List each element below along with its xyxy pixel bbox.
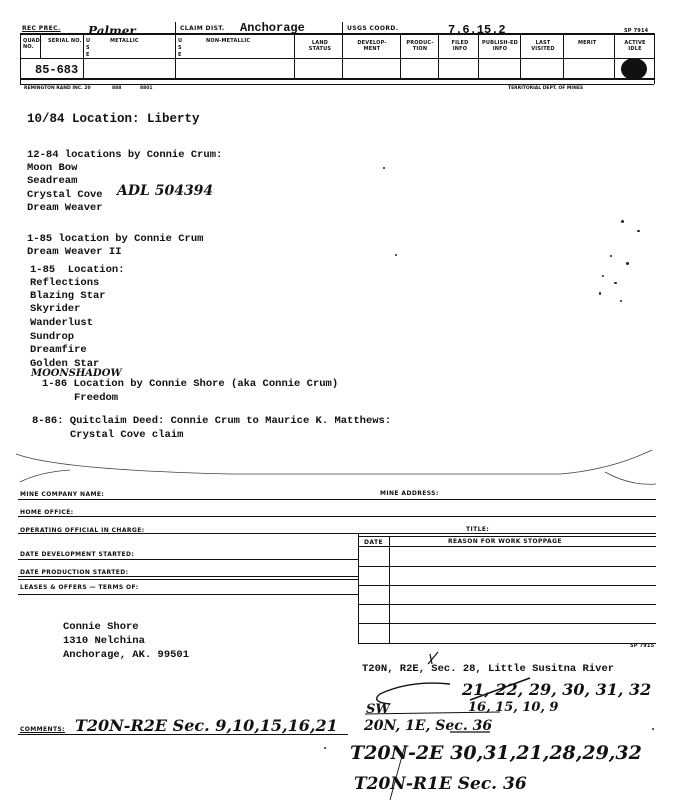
handwritten-sections-1: 21, 22, 29, 30, 31, 32 (462, 680, 652, 699)
speck (637, 230, 640, 232)
operating-official-label: OPERATING OFFICIAL IN CHARGE: (20, 527, 145, 534)
claim-freedom: Freedom (74, 392, 119, 404)
claim-dream-weaver: Dream Weaver (27, 202, 103, 214)
production-header: PRODUC-TION (406, 40, 434, 52)
claim-reflections: Reflections (30, 277, 100, 289)
claim-seadream: Seadream (27, 175, 78, 187)
claim-skyrider: Skyrider (30, 303, 81, 315)
claim-dreamfire: Dreamfire (30, 344, 87, 356)
speck (610, 255, 612, 257)
reason-column-header: REASON FOR WORK STOPPAGE (448, 538, 562, 545)
printer-imprint: REMINGTON RAND INC. 20 (24, 86, 91, 91)
form-number-bottom: SP 7915 (630, 643, 655, 649)
address-street: 1310 Nelchina (63, 635, 145, 647)
merit-header: MERIT (578, 40, 597, 46)
handwritten-township-r1e: T20N-R1E Sec. 36 (354, 774, 527, 794)
use-letter-u: U (86, 38, 91, 44)
crystal-cove-adl-handwritten: ADL 504394 (117, 183, 214, 199)
handwritten-sections-2: 16, 15, 10, 9 (468, 700, 559, 715)
active-idle-header: ACTIVE IDLE (624, 40, 646, 52)
location-liberty: 10/84 Location: Liberty (27, 112, 200, 126)
claim-blazing-star: Blazing Star (30, 290, 106, 302)
address-name: Connie Shore (63, 621, 139, 633)
moonshadow-handwritten: MOONSHADOW (31, 368, 122, 379)
speck (395, 254, 397, 256)
comments-handwritten: T20N-R2E Sec. 9,10,15,16,21 (75, 716, 338, 735)
use-letter-u-2: U (178, 38, 183, 44)
quitclaim-crystal-cove: Crystal Cove claim (70, 429, 184, 441)
mine-company-name-label: MINE COMPANY NAME: (20, 491, 105, 498)
card-number: 85-683 (35, 63, 79, 77)
use-letter-e: E (86, 52, 90, 58)
development-header: DEVELOP-MENT (357, 40, 387, 52)
speck (621, 220, 624, 223)
printer-code-1: 888 (112, 86, 122, 91)
quad-no-header: QUAD. NO. (23, 38, 43, 50)
claim-dist-value: Anchorage (240, 21, 305, 35)
filed-info-header: FILED INFO (451, 40, 469, 52)
claim-sundrop: Sundrop (30, 331, 75, 343)
address-city: Anchorage, AK. 99501 (63, 649, 190, 661)
speck (652, 728, 654, 730)
serial-no-header: SERIAL NO. (48, 38, 82, 44)
location-typed: T20N, R2E, Sec. 28, Little Susitna River (362, 663, 615, 675)
leases-offers-label: LEASES & OFFERS — TERMS OF: (20, 584, 139, 591)
speck (324, 747, 326, 749)
non-metallic-header: NON-METALLIC (206, 38, 251, 44)
date-column-header: DATE (364, 539, 383, 546)
comments-label: COMMENTS: (20, 726, 65, 733)
title-label: TITLE: (466, 526, 490, 533)
claim-golden-star: Golden Star (30, 358, 100, 370)
punched-hole-icon (621, 58, 647, 80)
speck (602, 275, 604, 277)
claim-crystal-cove: Crystal Cove (27, 189, 103, 201)
speck (599, 292, 601, 295)
mine-address-label: MINE ADDRESS: (380, 490, 439, 497)
crum-185-heading: 1-85 location by Connie Crum (27, 233, 204, 245)
quitclaim-deed: 8-86: Quitclaim Deed: Connie Crum to Maurice K. Matthews: (32, 415, 392, 427)
territorial-dept-label: TERRITORIAL DEPT. OF MINES (508, 86, 584, 91)
usgs-coord-value: 7.6.15.2 (448, 23, 506, 37)
date-development-started-label: DATE DEVELOPMENT STARTED: (20, 551, 135, 558)
crum-1284-heading: 12-84 locations by Connie Crum: (27, 149, 223, 161)
shore-186-heading: 1-86 Location by Connie Shore (aka Connie Crum) (42, 378, 339, 390)
palmer-handwritten: Palmer (88, 24, 136, 38)
speck (626, 262, 629, 265)
published-info-header: PUBLISH-ED INFO (482, 40, 519, 52)
claim-dist-label: CLAIM DIST. (180, 25, 225, 32)
handwritten-township-2e: T20N-2E 30,31,21,28,29,32 (350, 742, 642, 764)
handwritten-township-1e: 20N, 1E, Sec. 36 (364, 718, 493, 734)
form-number-top: SP 7914 (624, 28, 649, 34)
use-letter-e-2: E (178, 52, 182, 58)
printer-code-2: 8801 (140, 86, 153, 91)
metallic-header: METALLIC (110, 38, 139, 44)
rec-prec-label: REC PREC. (22, 25, 61, 32)
use-letter-s-2: S (178, 45, 182, 51)
claim-dream-weaver-ii: Dream Weaver II (27, 246, 122, 258)
home-office-label: HOME OFFICE: (20, 509, 74, 516)
claim-wanderlust: Wanderlust (30, 317, 94, 329)
claim-moon-bow: Moon Bow (27, 162, 78, 174)
last-visited-header: LAST VISITED (531, 40, 555, 52)
land-status-header: LAND STATUS (308, 40, 332, 52)
speck (620, 300, 622, 302)
location-185-heading: 1-85 Location: (30, 264, 125, 276)
speck (383, 167, 385, 169)
date-production-started-label: DATE PRODUCTION STARTED: (20, 569, 129, 576)
use-letter-s: S (86, 45, 90, 51)
usgs-coord-label: USGS COORD. (347, 25, 399, 32)
handwritten-sw: SW (366, 702, 390, 717)
speck (614, 282, 617, 284)
